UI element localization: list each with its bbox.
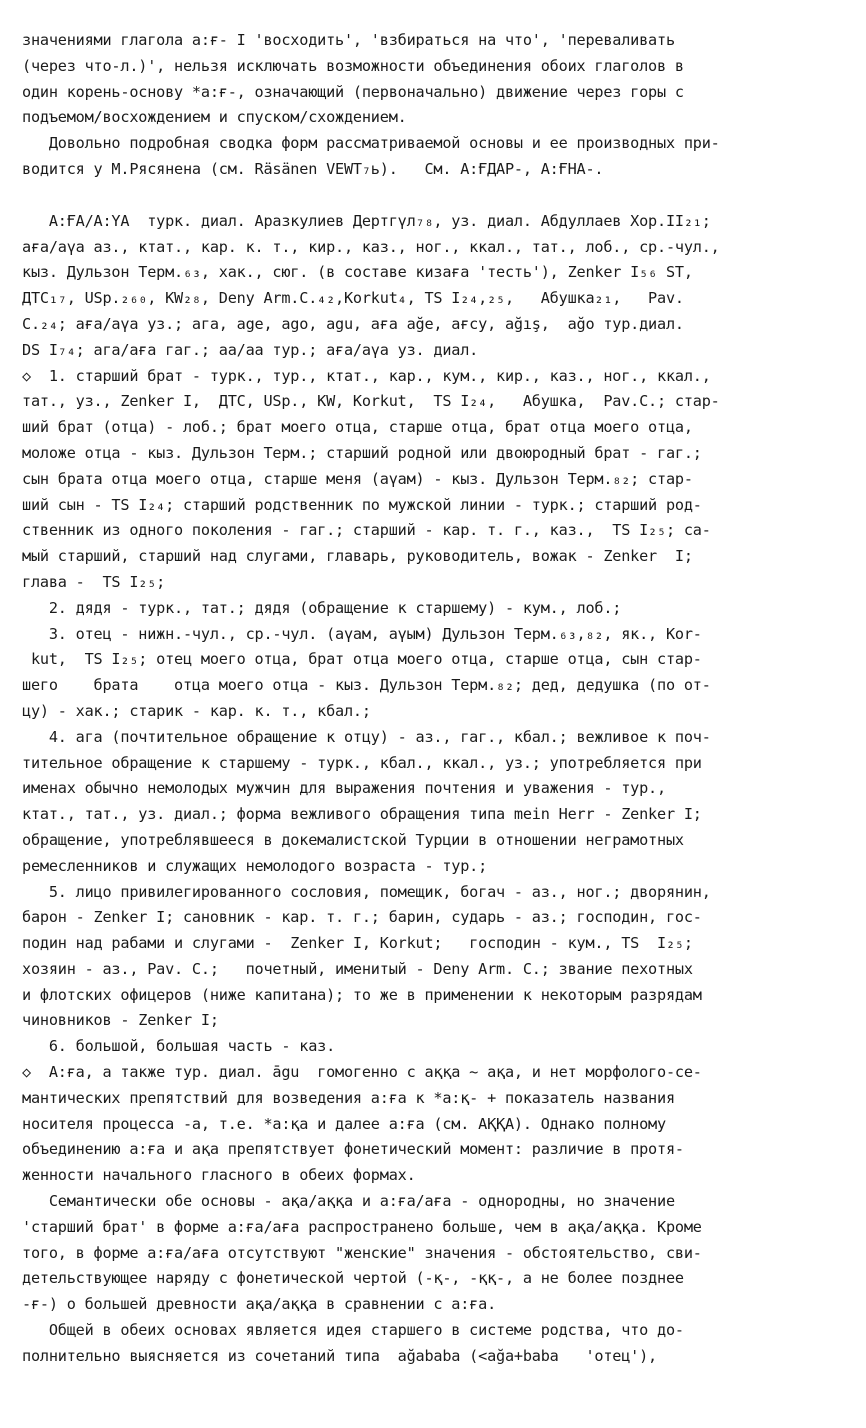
text-line: C.₂₄; аға/аүа уз.; ага, age, ago, agu, аға аğе, ағсу, ağış, ağo тур.диал.	[22, 314, 684, 333]
text-line: значениями глагола а:ғ- I 'восходить', 'взбираться на что', 'переваливать	[22, 31, 675, 49]
text-paragraph	[22, 28, 830, 131]
text-line: глава - TS I₂₅;	[22, 572, 166, 591]
text-line: ◇ 1. старший брат - турк., тур., ктат., кар., кум., кир., каз., ног., ккал.,	[22, 366, 711, 385]
paragraph-spacer	[22, 183, 830, 209]
text-line: Общей в обеих основах является идея старшего в системе родства, что до-	[22, 1321, 684, 1340]
text-line: моложе отца - кыз. Дульзон Терм.; старший родной или двоюродный брат - гаг.;	[22, 443, 702, 462]
text-line: водится у М.Рясянена (см. Räsänen VEWT₇ь). См. А:ҒДАР-, А:ҒНА-.	[22, 159, 604, 178]
text-line: мый старший, старший над слугами, главарь, руководитель, вожак - Zenker I;	[22, 547, 693, 566]
text-line: тат., уз., Zenker I, ДТС, USp., KW, Korkut, TS I₂₄, Абушка, Pav.C.; стар-	[22, 392, 720, 411]
text-line: хозяин - аз., Pav. C.; почетный, именитый - Deny Arm. C.; звание пехотных	[22, 959, 693, 978]
text-line: ◇ А:ғa, а также тур. диал. āgu гомогенно с аққа ~ ақа, и нет морфолого-се-	[22, 1063, 702, 1082]
text-line: и флотских офицеров (ниже капитана); то же в применении к некоторым разрядам	[22, 985, 702, 1004]
text-line: того, в форме а:ға/аға отсутствуют "женские" значения - обстоятельство, сви-	[22, 1243, 702, 1262]
text-paragraph	[22, 364, 830, 596]
text-line: kut, TS I₂₅; отец моего отца, брат отца моего отца, старше отца, сын стар-	[22, 650, 702, 669]
text-line: DS I₇₄; ага/ағa гаг.; аа/аа тур.; аға/аүа уз. диал.	[22, 340, 479, 359]
text-line: ремесленников и служащих немолодого возраста - тур.;	[22, 856, 488, 875]
text-line: сын брата отца моего отца, старше меня (аүам) - кыз. Дульзон Терм.₈₂; стар-	[22, 469, 693, 488]
text-line: 3. отец - нижн.-чул., ср.-чул. (аүам, аүым) Дульзон Терм.₆₃,₈₂, як., Kor-	[22, 624, 702, 643]
text-line: ственник из одного поколения - гаг.; старший - кар. т. г., каз., TS I₂₅; са-	[22, 521, 711, 540]
text-paragraph	[22, 725, 830, 880]
text-line: А:ҒА/А:ҮА турк. диал. Аразкулиев Дертгүл₇₈, уз. диал. Абдуллаев Хор.II₂₁;	[22, 211, 711, 230]
text-line: подъемом/восхождением и спуском/схождением.	[22, 108, 407, 127]
text-paragraph	[22, 1060, 830, 1189]
text-line: шего брата отца моего отца - кыз. Дульзон Терм.₈₂; дед, дедушка (по от-	[22, 676, 711, 695]
text-line: 4. ага (почтительное обращение к отцу) - аз., гаг., кбал.; вежливое к поч-	[22, 727, 711, 746]
text-line: 6. большой, большая часть - каз.	[22, 1037, 336, 1056]
text-line: 2. дядя - турк., тат.; дядя (обращение к старшему) - кум., лоб.;	[22, 598, 622, 617]
text-paragraph	[22, 131, 830, 183]
text-paragraph	[22, 1318, 830, 1370]
text-line: ший сын - TS I₂₄; старший родственник по мужской линии - турк.; старший род-	[22, 495, 702, 514]
text-line: полнительно выясняется из сочетаний типа ağababa (<аğа+baba 'отец'),	[22, 1346, 657, 1365]
text-line: обращение, употреблявшееся в докемалистской Турции в отношении неграмотных	[22, 830, 684, 849]
text-line: объединению а:ға и ақа препятствует фонетический момент: различие в протя-	[22, 1140, 684, 1159]
text-line: ДТС₁₇, USp.₂₆₀, KW₂₈, Deny Arm.C.₄₂,Korkut₄, TS I₂₄,₂₅, Абушка₂₁, Pav.	[22, 289, 684, 308]
text-line: цу) - хак.; старик - кар. к. т., кбал.;	[22, 701, 371, 720]
text-line: чиновников - Zenker I;	[22, 1011, 219, 1030]
text-line: подин над рабами и слугами - Zenker I, Korkut; господин - кум., TS I₂₅;	[22, 934, 693, 953]
text-line: один корень-основу *а:ғ-, означающий (первоначально) движение через горы с	[22, 82, 684, 101]
text-line: Семантически обе основы - ақа/аққа и а:ға/аға - однородны, но значение	[22, 1192, 675, 1211]
text-line: женности начального гласного в обеих формах.	[22, 1166, 416, 1185]
text-paragraph	[22, 880, 830, 1035]
text-line: носителя процесса -а, т.е. *а:қа и далее а:ға (см. АҚҚА). Однако полному	[22, 1114, 666, 1133]
text-line: барон - Zenker I; сановник - кар. т. г.; барин, сударь - аз.; господин, гос-	[22, 908, 702, 927]
text-line: ктат., тат., уз. диал.; форма вежливого обращения типа mein Herr - Zenker I;	[22, 805, 702, 824]
text-line: Довольно подробная сводка форм рассматриваемой основы и ее производных при-	[22, 134, 720, 153]
text-line: (через что-л.)', нельзя исключать возможности объединения обоих глаголов в	[22, 56, 684, 75]
text-line: аға/аүа аз., ктат., кар. к. т., кир., каз., ног., ккал., тат., лоб., ср.-чул.,	[22, 237, 720, 256]
text-line: 5. лицо привилегированного сословия, помещик, богач - аз., ног.; дворянин,	[22, 882, 711, 901]
text-line: именах обычно немолодых мужчин для выражения почтения и уважения - тур.,	[22, 779, 666, 798]
text-line: мантических препятствий для возведения а:ға к *а:қ- + показатель названия	[22, 1088, 675, 1107]
text-line: кыз. Дульзон Терм.₆₃, хак., сюг. (в составе кизаға 'тесть'), Zenker I₅₆ ST,	[22, 263, 693, 282]
text-paragraph	[22, 1189, 830, 1318]
text-line: -ғ-) о большей древности ақа/аққа в сравнении с а:ға.	[22, 1295, 497, 1314]
text-line: 'старший брат' в форме а:ға/аға распространено больше, чем в ақа/аққа. Кроме	[22, 1217, 702, 1236]
text-paragraph	[22, 209, 830, 364]
text-line: ший брат (отца) - лоб.; брат моего отца, старше отца, брат отца моего отца,	[22, 418, 693, 437]
text-paragraph	[22, 596, 830, 622]
text-line: детельствующее наряду с фонетической чертой (-қ-, -ққ-, а не более позднее	[22, 1269, 684, 1288]
text-paragraph	[22, 1034, 830, 1060]
text-line: тительное обращение к старшему - турк., кбал., ккал., уз.; употребляется при	[22, 753, 702, 772]
text-paragraph	[22, 622, 830, 725]
